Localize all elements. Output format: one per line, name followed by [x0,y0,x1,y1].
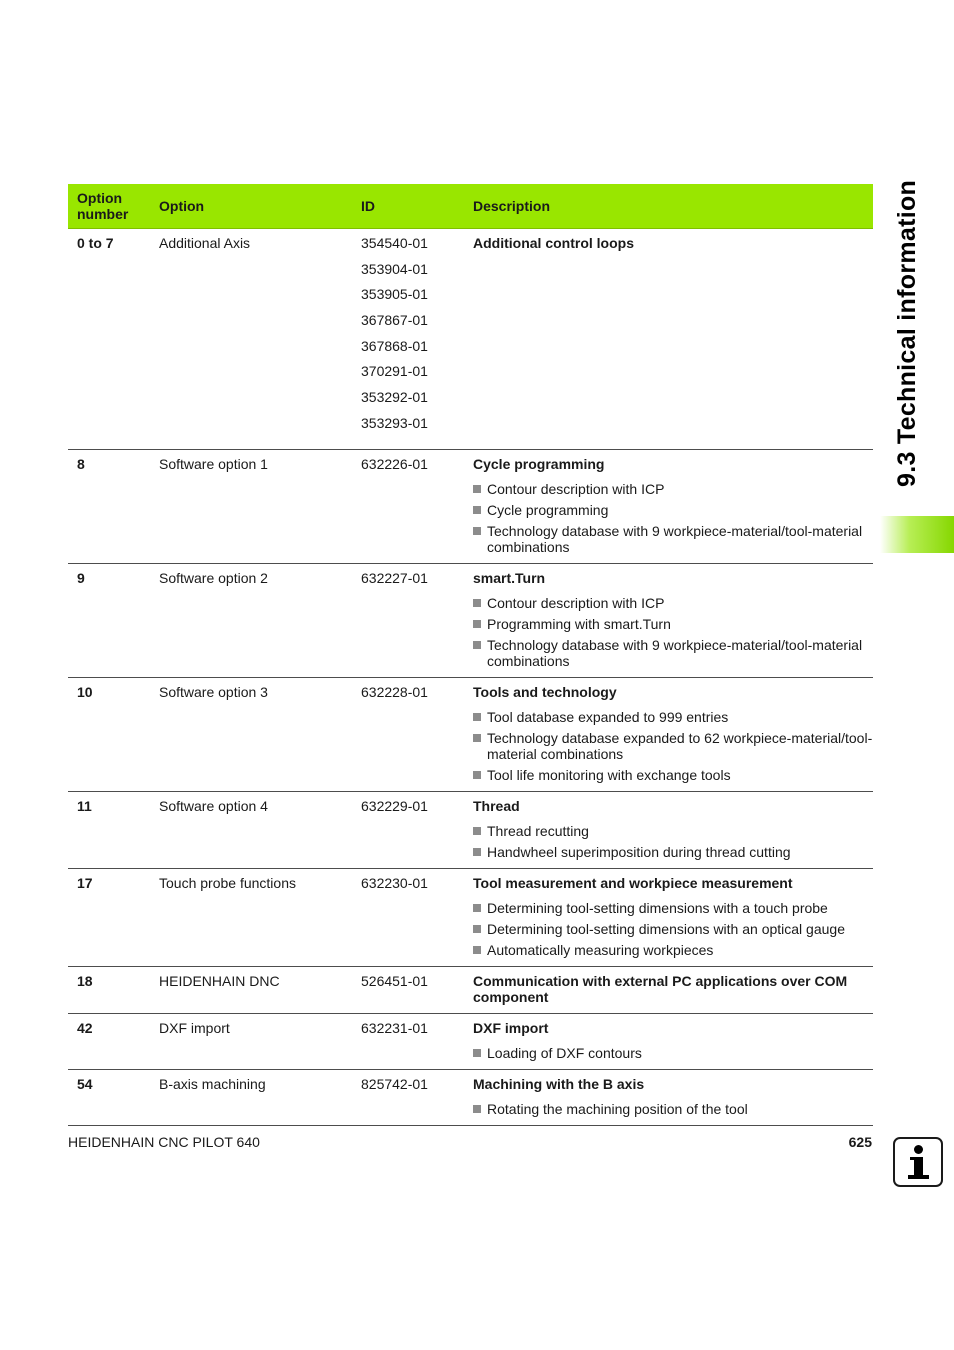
option-id: 632226-01 [361,455,428,472]
table-row [68,449,873,563]
option-number-cell: 0 to 7 [68,229,150,450]
options-table [68,184,873,1126]
option-id-cell [352,868,464,966]
option-name-cell: HEIDENHAIN DNC [150,966,352,1013]
table-row [68,966,873,1013]
option-number-cell: 17 [68,868,150,966]
option-name-cell: Software option 2 [150,563,352,677]
description-bullet: Loading of DXF contours [473,1045,873,1061]
option-name-cell: B-axis machining [150,1069,352,1125]
description-bullet: Technology database with 9 workpiece-material/tool-material combinations [473,637,873,669]
description-cell [464,563,873,677]
description-bullet: Technology database expanded to 62 workpiece-material/tool-material combinations [473,730,873,762]
description-cell [464,966,873,1013]
description-title: Communication with external PC applications over COM component [473,972,848,1005]
description-title: Tools and technology [473,683,617,700]
option-id: 354540-01 [361,235,428,251]
chapter-tab [880,516,954,553]
option-number-cell: 10 [68,677,150,791]
option-number-cell: 11 [68,791,150,868]
description-title: Additional control loops [473,235,634,251]
description-title: Machining with the B axis [473,1075,645,1092]
description-bullet: Programming with smart.Turn [473,616,873,632]
table-row [68,791,873,868]
option-name-cell: Software option 1 [150,449,352,563]
description-cell [464,791,873,868]
page-number: 625 [848,1134,872,1150]
description-bullet: Determining tool-setting dimensions with an optical gauge [473,921,873,937]
option-id: 367867-01 [361,312,428,329]
description-title: DXF import [473,1019,549,1036]
footer-product-name: HEIDENHAIN CNC PILOT 640 [68,1134,260,1150]
table-row [68,868,873,966]
description-bullet: Contour description with ICP [473,595,873,611]
table-row [68,1069,873,1125]
table-header-row [68,184,873,229]
description-cell [464,229,873,450]
option-id-cell [352,229,464,450]
description-bullet: Cycle programming [473,502,873,518]
option-id: 632231-01 [361,1019,428,1036]
description-bullet: Handwheel superimposition during thread cutting [473,844,873,860]
header-id: ID [352,184,464,229]
option-id: 632229-01 [361,797,428,814]
option-name-cell: Additional Axis [150,229,352,450]
option-id: 353904-01 [361,260,428,277]
option-id-cell [352,791,464,868]
option-id: 367868-01 [361,337,428,354]
option-number-cell: 18 [68,966,150,1013]
option-id: 353293-01 [361,414,428,431]
option-id-cell [352,966,464,1013]
table-row [68,1013,873,1069]
option-id-cell [352,563,464,677]
description-bullet: Determining tool-setting dimensions with a touch probe [473,900,873,916]
option-number-cell: 42 [68,1013,150,1069]
description-cell [464,1013,873,1069]
option-id-cell [352,1069,464,1125]
option-id: 825742-01 [361,1075,428,1092]
table-row [68,563,873,677]
option-id: 526451-01 [361,972,428,989]
option-id: 632227-01 [361,569,428,586]
option-name-cell: Touch probe functions [150,868,352,966]
chapter-title: 9.3 Technical information [893,179,921,487]
description-cell [464,677,873,791]
description-title: Tool measurement and workpiece measurement [473,874,793,891]
option-id: 353292-01 [361,389,428,406]
description-cell [464,1069,873,1125]
option-number-cell: 8 [68,449,150,563]
option-name-cell: DXF import [150,1013,352,1069]
option-name-cell: Software option 3 [150,677,352,791]
description-title: smart.Turn [473,569,546,586]
option-id: 353905-01 [361,286,428,303]
table-row [68,229,873,450]
header-description: Description [464,184,873,229]
description-bullet: Tool database expanded to 999 entries [473,709,873,725]
description-title: Cycle programming [473,455,605,472]
info-icon [893,1137,943,1187]
header-option-number: Option number [68,184,150,229]
description-cell [464,868,873,966]
description-bullet: Automatically measuring workpieces [473,942,873,958]
option-id-cell [352,449,464,563]
option-id: 370291-01 [361,363,428,380]
option-id: 632228-01 [361,683,428,700]
description-bullet: Thread recutting [473,823,873,839]
description-cell [464,449,873,563]
table-row [68,677,873,791]
description-bullet: Rotating the machining position of the tool [473,1101,873,1117]
description-bullet: Tool life monitoring with exchange tools [473,767,873,783]
description-bullet: Contour description with ICP [473,481,873,497]
option-number-cell: 54 [68,1069,150,1125]
description-title: Thread [473,797,520,814]
table-body [68,229,873,1126]
option-id: 632230-01 [361,874,428,891]
option-id-cell [352,677,464,791]
header-option: Option [150,184,352,229]
description-bullet: Technology database with 9 workpiece-material/tool-material combinations [473,523,873,555]
option-id-cell [352,1013,464,1069]
option-number-cell: 9 [68,563,150,677]
option-name-cell: Software option 4 [150,791,352,868]
